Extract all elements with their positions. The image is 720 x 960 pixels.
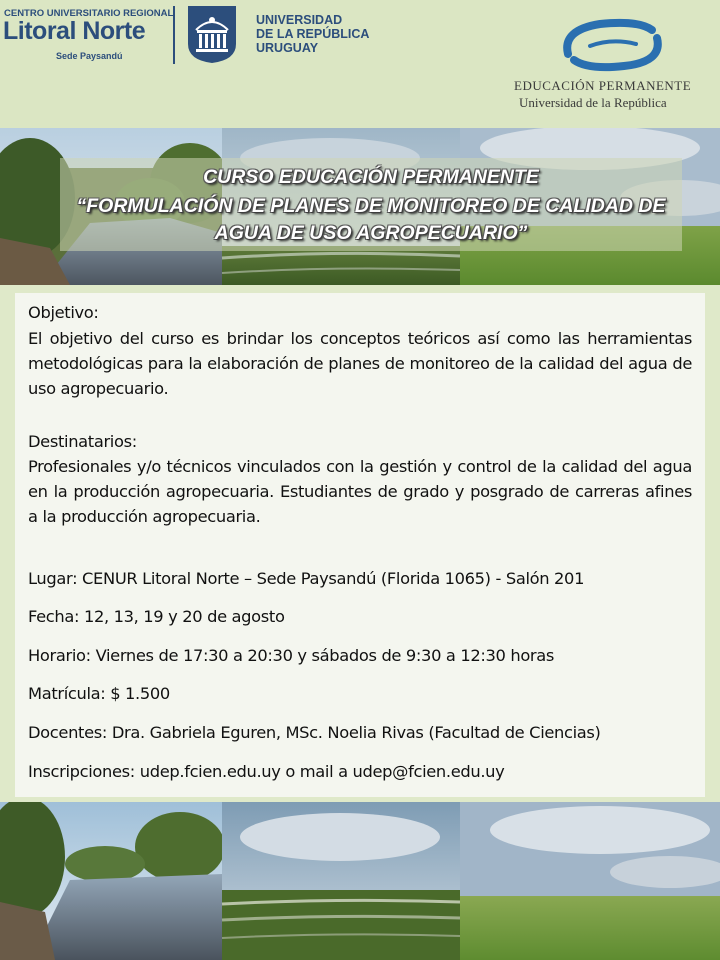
cenur-logo-top-text: CENTRO UNIVERSITARIO REGIONAL <box>4 8 174 19</box>
paddy-photo-bottom <box>222 802 460 960</box>
logo-divider <box>173 6 175 64</box>
course-title-line-1: CURSO EDUCACIÓN PERMANENTE <box>203 166 539 188</box>
destinatarios-heading: Destinatarios: <box>28 432 137 451</box>
objetivo-text: El objetivo del curso es brindar los conceptos teóricos así como las herramientas metodológicas para la elaboración de planes de monitoreo de la calidad del agua de uso agropecuario. <box>28 329 692 398</box>
crop-field-photo-bottom <box>460 802 720 960</box>
course-info-panel <box>15 293 705 797</box>
objetivo-heading: Objetivo: <box>28 303 99 322</box>
lugar-text: Lugar: CENUR Litoral Norte – Sede Paysandú (Florida 1065) - Salón 201 <box>28 569 585 588</box>
educacion-permanente-logo-icon <box>560 16 665 74</box>
matricula-text: Matrícula: $ 1.500 <box>28 684 170 703</box>
udelar-logo-text <box>256 13 396 55</box>
destinatarios-text: Profesionales y/o técnicos vinculados con la gestión y control de la calidad del agua en la producción agropecuaria. Estudiantes de grado y posgrado de carreras afines a la producción agropecuaria. <box>28 457 692 526</box>
educacion-permanente-title: EDUCACIÓN PERMANENTE <box>514 78 692 93</box>
docentes-text: Docentes: Dra. Gabriela Eguren, MSc. Noelia Rivas (Facultad de Ciencias) <box>28 723 601 742</box>
horario-text: Horario: Viernes de 17:30 a 20:30 y sábados de 9:30 a 12:30 horas <box>28 646 555 665</box>
header <box>0 0 720 128</box>
cenur-logo-sede: Sede Paysandú <box>56 51 123 61</box>
bottom-photo-band <box>0 802 720 960</box>
course-title-line-3: AGUA DE USO AGROPECUARIO” <box>214 222 528 244</box>
udelar-line-1: UNIVERSIDAD <box>256 13 343 27</box>
udelar-line-2: DE LA REPÚBLICA <box>256 27 370 41</box>
udelar-line-3: URUGUAY <box>256 41 319 55</box>
udelar-seal-icon <box>186 4 238 64</box>
course-title-box <box>60 158 682 251</box>
river-photo-bottom <box>0 802 225 960</box>
inscripciones-text: Inscripciones: udep.fcien.edu.uy o mail a udep@fcien.edu.uy <box>28 762 505 781</box>
course-title-line-2: “FORMULACIÓN DE PLANES DE MONITOREO DE CALIDAD DE <box>76 195 666 217</box>
educacion-permanente-subtitle: Universidad de la República <box>519 95 667 110</box>
fecha-text: Fecha: 12, 13, 19 y 20 de agosto <box>28 607 285 626</box>
cenur-logo-name: Litoral Norte <box>3 17 146 45</box>
